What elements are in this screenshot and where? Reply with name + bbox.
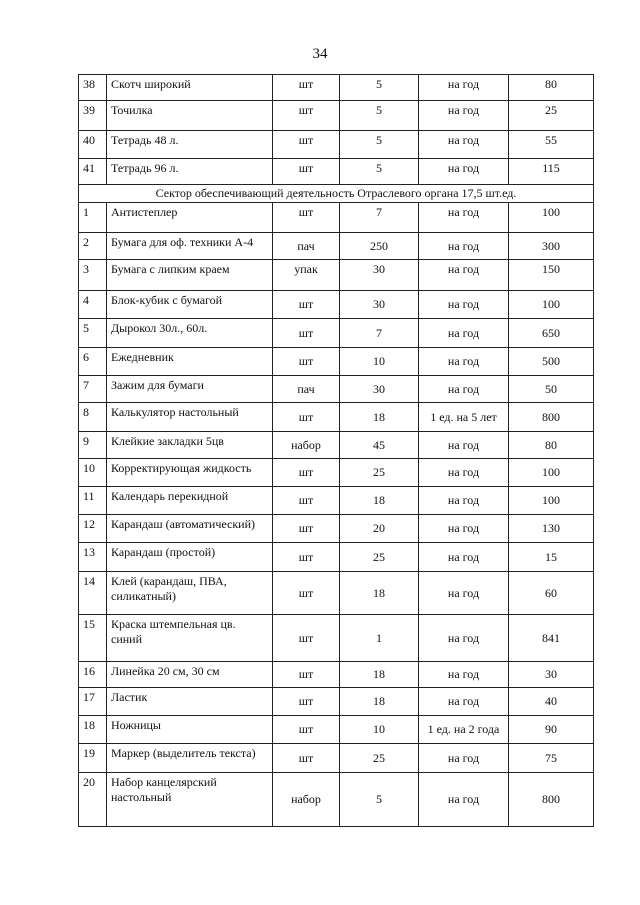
item-price: 25: [509, 101, 594, 131]
item-unit: шт: [273, 459, 340, 487]
item-price: 650: [509, 319, 594, 348]
item-quantity: 10: [340, 348, 419, 376]
item-unit: шт: [273, 744, 340, 773]
item-unit: набор: [273, 432, 340, 459]
item-unit: шт: [273, 403, 340, 432]
item-price: 40: [509, 688, 594, 716]
item-unit: шт: [273, 716, 340, 744]
item-unit: шт: [273, 203, 340, 233]
item-name: Карандаш (автоматический): [107, 515, 273, 543]
item-price: 55: [509, 131, 594, 159]
item-quantity: 30: [340, 260, 419, 291]
item-name: Ножницы: [107, 716, 273, 744]
item-unit: шт: [273, 291, 340, 319]
table-row: [79, 487, 594, 515]
item-period: на год: [419, 75, 509, 101]
item-number: 41: [79, 159, 107, 185]
item-unit: набор: [273, 773, 340, 827]
item-period: на год: [419, 348, 509, 376]
item-name: Краска штемпельная цв. синий: [107, 615, 273, 662]
item-number: 4: [79, 291, 107, 319]
item-quantity: 5: [340, 131, 419, 159]
item-name: Антистеплер: [107, 203, 273, 233]
item-period: 1 ед. на 2 года: [419, 716, 509, 744]
item-number: 6: [79, 348, 107, 376]
item-name: Ежедневник: [107, 348, 273, 376]
item-name: Линейка 20 см, 30 см: [107, 662, 273, 688]
item-number: 2: [79, 233, 107, 260]
table-row: [79, 131, 594, 159]
item-quantity: 250: [340, 233, 419, 260]
item-name: Календарь перекидной: [107, 487, 273, 515]
table-row: [79, 291, 594, 319]
item-period: на год: [419, 432, 509, 459]
item-price: 100: [509, 291, 594, 319]
item-period: на год: [419, 543, 509, 572]
table-row: [79, 101, 594, 131]
item-name: Корректирующая жидкость: [107, 459, 273, 487]
item-number: 8: [79, 403, 107, 432]
item-unit: пач: [273, 233, 340, 260]
table-row: [79, 773, 594, 827]
item-period: на год: [419, 615, 509, 662]
item-number: 13: [79, 543, 107, 572]
item-unit: шт: [273, 75, 340, 101]
item-number: 12: [79, 515, 107, 543]
item-name: Карандаш (простой): [107, 543, 273, 572]
table-row: [79, 159, 594, 185]
item-price: 841: [509, 615, 594, 662]
item-period: на год: [419, 291, 509, 319]
item-price: 50: [509, 376, 594, 403]
item-quantity: 5: [340, 75, 419, 101]
item-price: 800: [509, 403, 594, 432]
item-unit: шт: [273, 572, 340, 615]
item-price: 30: [509, 662, 594, 688]
item-price: 80: [509, 432, 594, 459]
item-name: Ластик: [107, 688, 273, 716]
item-period: на год: [419, 487, 509, 515]
item-unit: шт: [273, 515, 340, 543]
item-quantity: 5: [340, 101, 419, 131]
item-number: 39: [79, 101, 107, 131]
item-name: Блок-кубик с бумагой: [107, 291, 273, 319]
table-row: [79, 716, 594, 744]
item-price: 100: [509, 203, 594, 233]
item-quantity: 7: [340, 203, 419, 233]
item-name: Бумага для оф. техники А-4: [107, 233, 273, 260]
table-body: [79, 75, 594, 827]
item-price: 90: [509, 716, 594, 744]
table-row: [79, 203, 594, 233]
item-quantity: 30: [340, 376, 419, 403]
item-price: 500: [509, 348, 594, 376]
item-period: на год: [419, 159, 509, 185]
item-price: 100: [509, 487, 594, 515]
item-number: 7: [79, 376, 107, 403]
item-unit: шт: [273, 101, 340, 131]
item-quantity: 18: [340, 487, 419, 515]
item-unit: шт: [273, 688, 340, 716]
item-name: Дырокол 30л., 60л.: [107, 319, 273, 348]
item-price: 100: [509, 459, 594, 487]
table-row: [79, 432, 594, 459]
item-name: Тетрадь 96 л.: [107, 159, 273, 185]
item-unit: упак: [273, 260, 340, 291]
item-number: 14: [79, 572, 107, 615]
table-row: [79, 615, 594, 662]
item-number: 1: [79, 203, 107, 233]
table-row: [79, 543, 594, 572]
item-period: на год: [419, 319, 509, 348]
item-price: 800: [509, 773, 594, 827]
table-row: [79, 688, 594, 716]
item-price: 15: [509, 543, 594, 572]
item-unit: шт: [273, 487, 340, 515]
item-quantity: 25: [340, 459, 419, 487]
item-period: на год: [419, 572, 509, 615]
item-price: 150: [509, 260, 594, 291]
item-name: Калькулятор настольный: [107, 403, 273, 432]
item-price: 115: [509, 159, 594, 185]
item-quantity: 45: [340, 432, 419, 459]
page-number: 34: [312, 46, 328, 62]
table-row: [79, 75, 594, 101]
table-row: [79, 348, 594, 376]
item-price: 80: [509, 75, 594, 101]
item-number: 38: [79, 75, 107, 101]
item-name: Бумага с липким краем: [107, 260, 273, 291]
item-unit: шт: [273, 662, 340, 688]
item-name: Точилка: [107, 101, 273, 131]
item-number: 16: [79, 662, 107, 688]
item-price: 300: [509, 233, 594, 260]
item-quantity: 20: [340, 515, 419, 543]
item-unit: шт: [273, 615, 340, 662]
item-quantity: 18: [340, 403, 419, 432]
table-row: [79, 744, 594, 773]
item-name: Зажим для бумаги: [107, 376, 273, 403]
item-number: 11: [79, 487, 107, 515]
item-period: на год: [419, 233, 509, 260]
item-quantity: 10: [340, 716, 419, 744]
item-quantity: 5: [340, 159, 419, 185]
item-price: 75: [509, 744, 594, 773]
item-name: Скотч широкий: [107, 75, 273, 101]
item-period: на год: [419, 459, 509, 487]
item-number: 18: [79, 716, 107, 744]
item-period: на год: [419, 101, 509, 131]
item-number: 9: [79, 432, 107, 459]
item-name: Набор канцелярский настольный: [107, 773, 273, 827]
item-unit: шт: [273, 348, 340, 376]
item-quantity: 7: [340, 319, 419, 348]
item-period: на год: [419, 203, 509, 233]
section-title: Сектор обеспечивающий деятельность Отраслевого органа 17,5 шт.ед.: [79, 185, 594, 203]
item-price: 130: [509, 515, 594, 543]
item-period: на год: [419, 260, 509, 291]
item-unit: пач: [273, 376, 340, 403]
item-price: 60: [509, 572, 594, 615]
item-quantity: 18: [340, 688, 419, 716]
item-quantity: 25: [340, 744, 419, 773]
table-row: [79, 515, 594, 543]
item-number: 20: [79, 773, 107, 827]
section-header-row: [79, 185, 594, 203]
item-quantity: 18: [340, 662, 419, 688]
item-period: на год: [419, 376, 509, 403]
item-period: на год: [419, 131, 509, 159]
item-name: Клейкие закладки 5цв: [107, 432, 273, 459]
item-number: 19: [79, 744, 107, 773]
item-period: на год: [419, 773, 509, 827]
supplies-table: [78, 74, 594, 827]
table-row: [79, 572, 594, 615]
item-unit: шт: [273, 543, 340, 572]
item-unit: шт: [273, 131, 340, 159]
item-number: 15: [79, 615, 107, 662]
table-row: [79, 233, 594, 260]
item-number: 3: [79, 260, 107, 291]
item-name: Маркер (выделитель текста): [107, 744, 273, 773]
table-row: [79, 403, 594, 432]
item-number: 5: [79, 319, 107, 348]
item-period: 1 ед. на 5 лет: [419, 403, 509, 432]
item-number: 40: [79, 131, 107, 159]
item-unit: шт: [273, 159, 340, 185]
table-row: [79, 319, 594, 348]
item-period: на год: [419, 515, 509, 543]
item-quantity: 30: [340, 291, 419, 319]
table-row: [79, 459, 594, 487]
item-quantity: 25: [340, 543, 419, 572]
item-unit: шт: [273, 319, 340, 348]
item-quantity: 5: [340, 773, 419, 827]
table-row: [79, 376, 594, 403]
table-row: [79, 662, 594, 688]
item-number: 17: [79, 688, 107, 716]
item-quantity: 1: [340, 615, 419, 662]
item-number: 10: [79, 459, 107, 487]
item-name: Тетрадь 48 л.: [107, 131, 273, 159]
item-period: на год: [419, 744, 509, 773]
table-row: [79, 260, 594, 291]
item-period: на год: [419, 688, 509, 716]
item-quantity: 18: [340, 572, 419, 615]
item-name: Клей (карандаш, ПВА, силикатный): [107, 572, 273, 615]
item-period: на год: [419, 662, 509, 688]
